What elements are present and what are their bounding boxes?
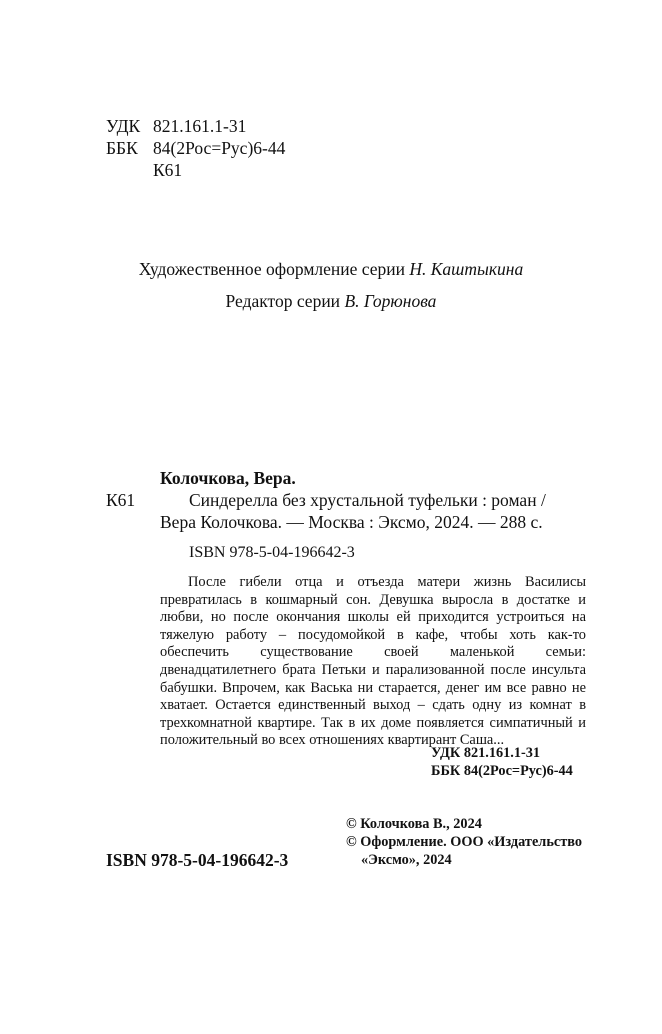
catalog-annotation: После гибели отца и отъезда матери жизнь Василисы превратилась в кошмарный сон. Девушка выросла в достатке и любви, но после окончания школы ей приходится устроиться на тяжелую работу – посудомойкой в кафе, чтобы хоть как-то обеспечить существование своей маленькой семьи: двенадцатилетнего брата Петьки и парализованной после инсульта бабушки. Впрочем, как Васька ни старается, денег им все равно не хватает. Остается единственный выход – сдать одну из комнат в трехкомнатной квартире. Так в их доме появляется симпатичный и положительный во всех отношениях квартирант Саша... [160, 574, 586, 749]
author-mark-top: К61 [153, 160, 183, 180]
bbk-label: ББК [106, 138, 138, 158]
series-editor-label: Редактор серии [225, 291, 341, 311]
series-design-label: Художественное оформление серии [138, 259, 405, 279]
catalog-author-heading: Колочкова, Вера. [160, 468, 296, 488]
bbk-line [106, 137, 285, 159]
catalog-udk: УДК 821.161.1-31 [431, 745, 541, 761]
series-design-name: Н. Каштыкина [409, 259, 524, 279]
series-design-credit [0, 258, 662, 280]
udk-label: УДК [106, 116, 141, 136]
catalog-bbk: ББК 84(2Рос=Рус)6-44 [431, 763, 573, 779]
bbk-value: 84(2Рос=Рус)6-44 [153, 138, 286, 158]
catalog-isbn: ISBN 978-5-04-196642-3 [189, 544, 355, 561]
copyright-author: © Колочкова В., 2024 [346, 816, 482, 832]
udk-line [106, 115, 246, 137]
udk-value: 821.161.1-31 [153, 116, 247, 136]
catalog-title-line-2: Вера Колочкова. — Москва : Эксмо, 2024. — 288 с. [160, 512, 543, 532]
copyright-publisher: «Эксмо», 2024 [361, 852, 452, 868]
series-editor-credit [0, 290, 662, 312]
footer-isbn: ISBN 978-5-04-196642-3 [106, 850, 289, 870]
catalog-title-line-1: Синдерелла без хрустальной туфельки : роман / [189, 490, 546, 510]
catalog-author-mark: К61 [106, 490, 136, 510]
copyright-design: © Оформление. ООО «Издательство [346, 834, 583, 850]
series-editor-name: В. Горюнова [344, 291, 437, 311]
